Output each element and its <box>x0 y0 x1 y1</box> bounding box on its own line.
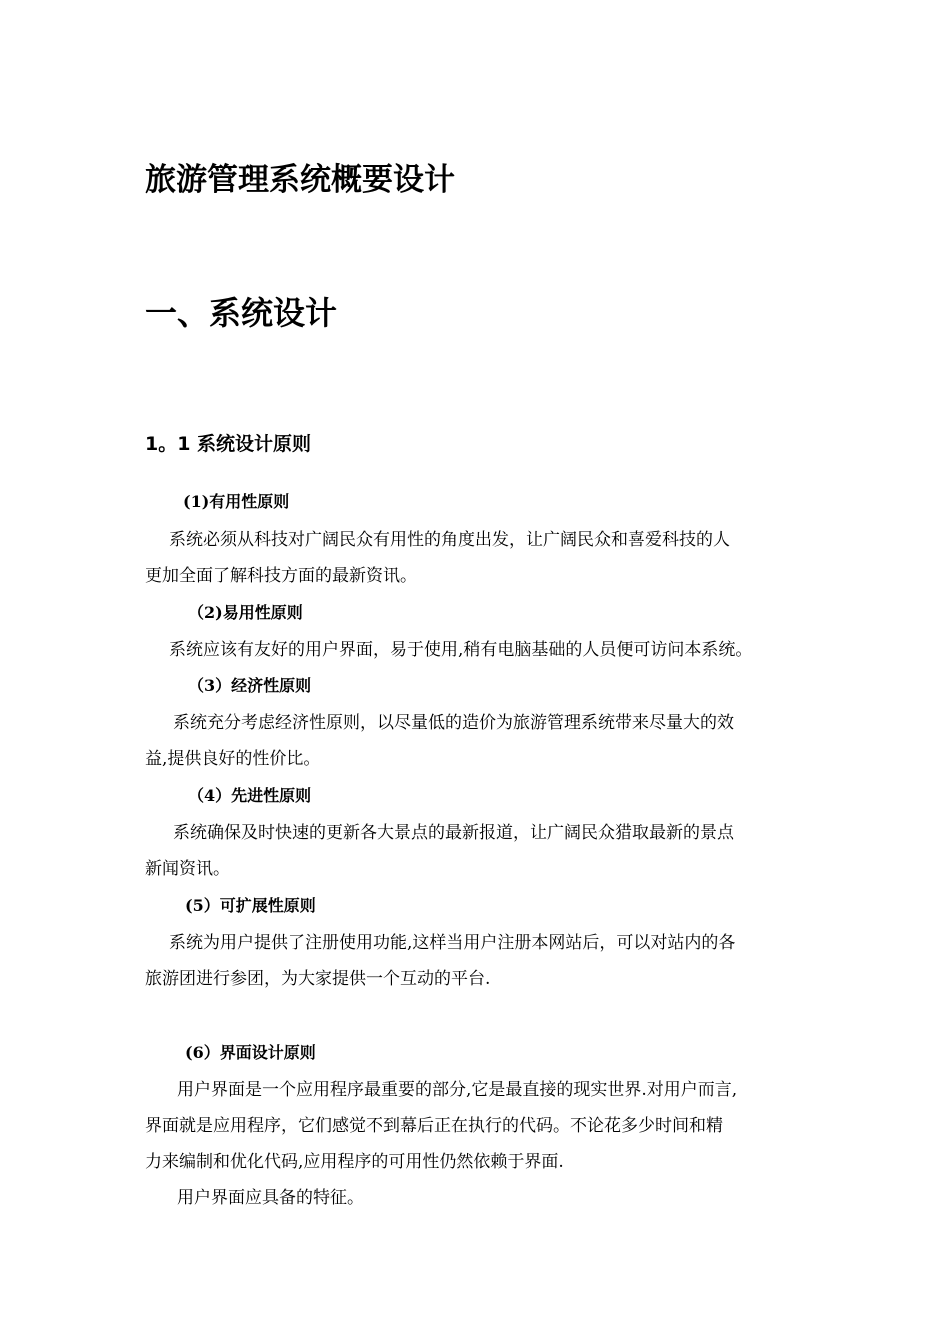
principle-heading-usability: （2)易用性原则 <box>188 603 303 622</box>
principle-heading-usefulness: (1)有用性原则 <box>183 492 290 511</box>
paragraph-line: 力来编制和优化代码,应用程序的可用性仍然依赖于界面. <box>145 1152 564 1172</box>
paragraph-line: 系统确保及时快速的更新各大景点的最新报道，让广阔民众猎取最新的景点 <box>173 823 734 843</box>
paragraph-line: 系统为用户提供了注册使用功能,这样当用户注册本网站后，可以对站内的各 <box>169 933 736 953</box>
paragraph-line: 系统充分考虑经济性原则，以尽量低的造价为旅游管理系统带来尽量大的效 <box>173 713 734 733</box>
principle-heading-interface: (6）界面设计原则 <box>185 1043 316 1062</box>
paragraph-line: 益,提供良好的性价比。 <box>145 749 321 769</box>
principle-text-usefulness <box>145 522 825 594</box>
document-title: 旅游管理系统概要设计 <box>145 162 455 198</box>
principle-text-usability <box>145 632 825 668</box>
paragraph-line: 新闻资讯。 <box>145 859 230 879</box>
principle-text-extensibility <box>145 925 825 997</box>
principle-heading-economy: （3）经济性原则 <box>188 676 312 695</box>
paragraph-line: 系统必须从科技对广阔民众有用性的角度出发，让广阔民众和喜爱科技的人 <box>169 530 730 550</box>
principle-text-economy <box>145 705 825 777</box>
paragraph-line: 用户界面是一个应用程序最重要的部分,它是最直接的现实世界.对用户而言, <box>177 1080 738 1100</box>
paragraph-line: 界面就是应用程序，它们感觉不到幕后正在执行的代码。不论花多少时间和精 <box>145 1116 723 1136</box>
paragraph-line: 系统应该有友好的用户界面，易于使用,稍有电脑基础的人员便可访问本系统。 <box>169 640 753 660</box>
principle-text-interface <box>145 1072 825 1216</box>
paragraph-line: 旅游团进行参团，为大家提供一个互动的平台. <box>145 969 491 989</box>
principle-text-advanced <box>145 815 825 887</box>
principle-heading-extensibility: (5）可扩展性原则 <box>185 896 316 915</box>
paragraph-line: 用户界面应具备的特征。 <box>177 1188 364 1208</box>
subsection-heading: 1。1 系统设计原则 <box>145 433 312 455</box>
paragraph-line: 更加全面了解科技方面的最新资讯。 <box>145 566 417 586</box>
principle-heading-advanced: （4）先进性原则 <box>188 786 312 805</box>
section-heading: 一、系统设计 <box>145 294 338 332</box>
